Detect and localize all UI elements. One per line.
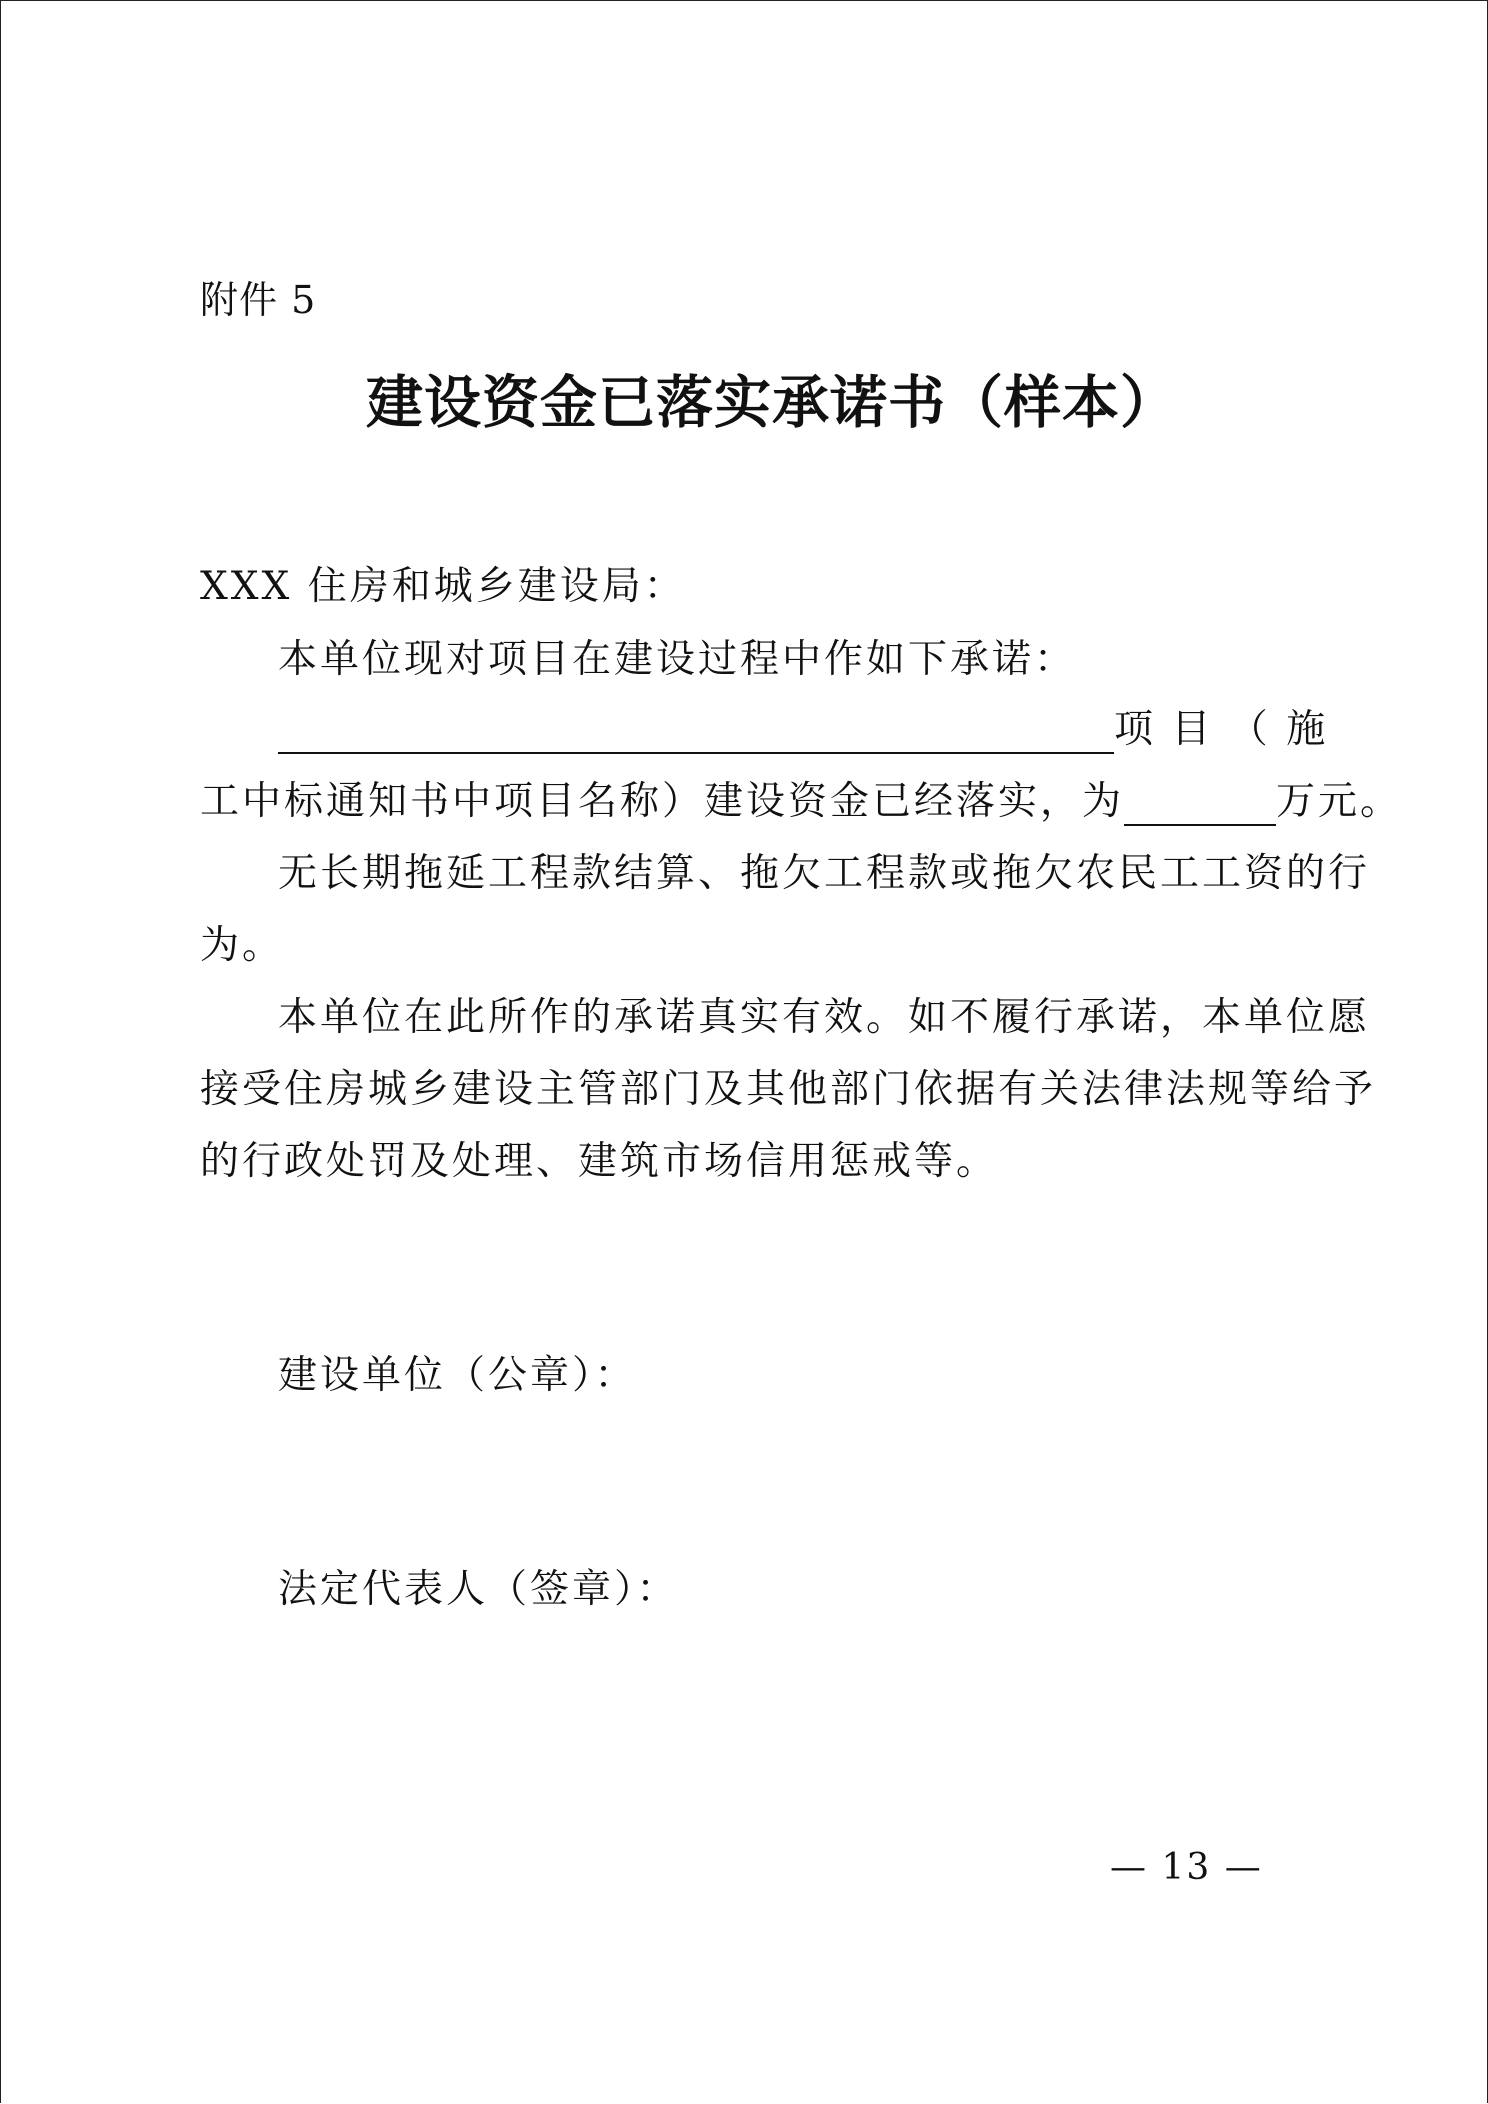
commitment-item-3-line-1: 本单位在此所作的承诺真实有效。如不履行承诺，本单位愿 [278,995,1371,1040]
project-name-blank [278,712,1114,754]
legal-representative-signature-label: 法定代表人（签章）： [278,1567,679,1612]
intro-paragraph: 本单位现对项目在建设过程中作如下承诺： [278,637,1077,682]
commitment-item-1-line-1 [278,706,1328,754]
commitment-item-2-line-2: 为。 [200,923,285,968]
amount-unit: 万元。 [1276,779,1403,824]
commitment-item-1-line-2 [200,778,1402,826]
amount-blank [1124,784,1276,826]
document-title: 建设资金已落实承诺书（样本） [366,369,1178,436]
funding-statement: 工中标通知书中项目名称）建设资金已经落实，为 [200,779,1125,824]
commitment-item-3-line-3: 的行政处罚及处理、建筑市场信用惩戒等。 [200,1139,999,1184]
commitment-item-2-line-1: 无长期拖延工程款结算、拖欠工程款或拖欠农民工工资的行 [278,851,1371,896]
page-number: — 13 — [1110,1847,1263,1888]
commitment-item-3-line-2: 接受住房城乡建设主管部门及其他部门依据有关法律法规等给予 [200,1067,1377,1112]
construction-unit-seal-label: 建设单位（公章）： [278,1353,637,1398]
project-label: 项 目 （ 施 [1114,707,1329,752]
salutation: XXX 住房和城乡建设局： [200,564,686,609]
attachment-label: 附件 5 [200,278,317,322]
